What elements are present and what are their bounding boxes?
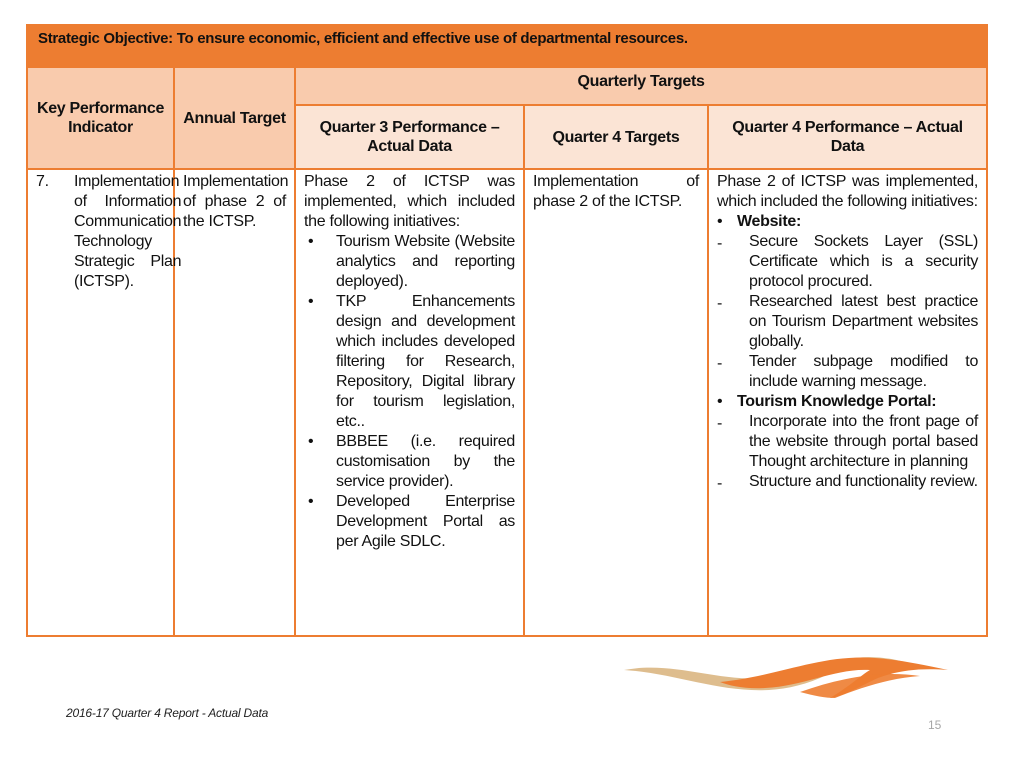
bullet-icon: • [308,293,314,310]
list-item: • TKP Enhancements design and development which includes developed filtering for Research, Repository, Digital library for tourism legislation, etc.. [308,293,515,430]
kpi-cell [27,169,182,636]
dash-icon: - [717,355,723,372]
q3-performance-cell [295,169,524,636]
dash-icon: - [717,415,723,432]
dash-icon: - [717,235,723,252]
page-number: 15 [928,718,942,732]
q4-performance-cell [708,169,987,636]
report-footer-label: 2016-17 Quarter 4 Report - Actual Data [66,706,269,720]
table-row [27,169,987,636]
list-item: • Tourism Website (Website analytics and reporting deployed). [308,233,515,290]
bullet-icon: • [717,213,723,230]
portal-heading: • Tourism Knowledge Portal: [717,393,937,410]
bullet-icon: • [717,393,723,410]
q4-intro: Phase 2 of ICTSP was implemented, which included the following initiatives: [717,173,979,210]
bullet-icon: • [308,493,314,510]
list-item: • BBBEE (i.e. required customisation by the service provider). [308,433,515,490]
bullet-icon: • [308,233,314,250]
kpi-text: Implementation of Information Communication Technology Strategic Plan (ICTSP). [74,173,182,290]
kpi-report-table [26,24,988,637]
annual-target-header: Annual Target [174,67,295,169]
q4-performance-header: Quarter 4 Performance – Actual Data [708,105,987,169]
website-heading: • Website: [717,213,801,230]
list-item: - Researched latest best practice on Tourism Department websites globally. [717,293,979,350]
kpi-header: Key Performance Indicator [27,67,174,169]
dash-icon: - [717,295,723,312]
list-item: - Tender subpage modified to include warning message. [717,353,979,390]
q3-performance-header: Quarter 3 Performance – Actual Data [295,105,524,169]
q3-intro: Phase 2 of ICTSP was implemented, which included the following initiatives: [304,173,515,230]
swoosh-logo-icon [620,648,950,700]
list-item: • Developed Enterprise Development Portal as per Agile SDLC. [308,493,515,550]
quarterly-targets-header: Quarterly Targets [295,67,987,105]
annual-target-cell: Implementation of phase 2 of the ICTSP. [174,169,295,636]
list-item: - Incorporate into the front page of the website through portal based Thought architecture in planning [717,413,979,470]
dash-icon: - [717,475,723,492]
q4-targets-header: Quarter 4 Targets [524,105,708,169]
list-item: - Secure Sockets Layer (SSL) Certificate which is a security protocol procured. [717,233,979,290]
list-item: - Structure and functionality review. [717,473,978,492]
kpi-number: 7. [36,173,49,190]
strategic-objective: Strategic Objective: To ensure economic, efficient and effective use of departmental resources. [27,25,987,67]
q4-target-cell: Implementation of phase 2 of the ICTSP. [524,169,708,636]
bullet-icon: • [308,433,314,450]
